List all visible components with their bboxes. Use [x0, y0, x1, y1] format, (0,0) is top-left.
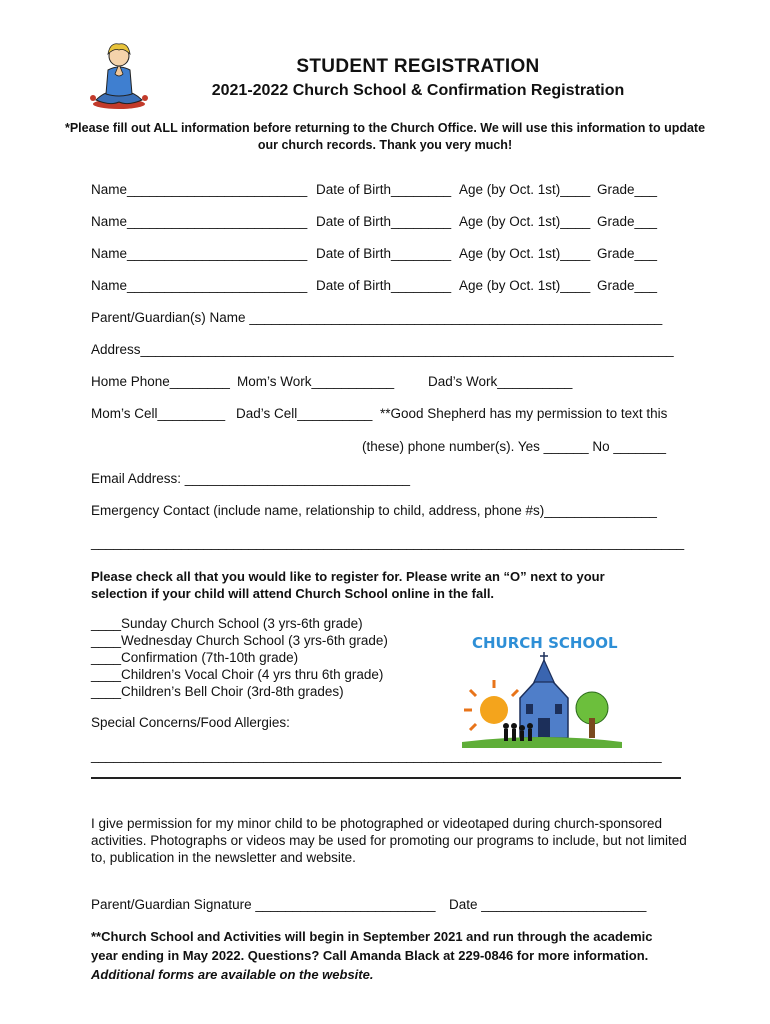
student-age-field[interactable]: Age (by Oct. 1st)____: [459, 278, 591, 293]
student-name-field[interactable]: Name________________________: [91, 278, 308, 293]
program-instructions: Please check all that you would like to register for. Please write an “O” next to your selection if your child will attend Church School online in the fall.: [91, 569, 605, 601]
form-subtitle: 2021-2022 Church School & Confirmation Registration: [211, 82, 625, 99]
text-permission-label: **Good Shepherd has my permission to text this: [380, 406, 668, 421]
date-field[interactable]: Date ______________________: [449, 897, 647, 912]
instructions-note: *Please fill out ALL information before returning to the Church Office. We will use this information to update our church records. Thank you very much!: [64, 121, 706, 152]
student-dob-field[interactable]: Date of Birth________: [316, 278, 452, 293]
student-grade-field[interactable]: Grade___: [597, 214, 658, 229]
special-concerns-label: Special Concerns/Food Allergies:: [91, 715, 290, 730]
dads-work-field[interactable]: Dad’s Work__________: [428, 374, 573, 389]
dads-cell-field[interactable]: Dad’s Cell__________: [236, 406, 373, 421]
student-name-field[interactable]: Name________________________: [91, 246, 308, 261]
student-dob-field[interactable]: Date of Birth________: [316, 214, 452, 229]
emergency-contact-field[interactable]: Emergency Contact (include name, relationship to child, address, phone #s)_______________: [91, 503, 657, 518]
student-name-field[interactable]: Name________________________: [91, 182, 308, 197]
student-age-field[interactable]: Age (by Oct. 1st)____: [459, 246, 591, 261]
program-item[interactable]: ____Children’s Bell Choir (3rd-8th grades): [91, 684, 344, 699]
section-divider: [91, 777, 681, 779]
footer-note: [91, 927, 681, 984]
guardian-name-field[interactable]: Parent/Guardian(s) Name _______________________________________________________: [91, 310, 663, 325]
tree-icon: [576, 692, 608, 738]
footer-italic-text: Additional forms are available on the website.: [91, 967, 374, 982]
program-item[interactable]: ____Confirmation (7th-10th grade): [91, 650, 299, 665]
email-field[interactable]: Email Address: ______________________________: [91, 471, 411, 486]
moms-cell-field[interactable]: Mom’s Cell_________: [91, 406, 226, 421]
form-title: STUDENT REGISTRATION: [296, 56, 540, 77]
student-grade-field[interactable]: Grade___: [597, 278, 658, 293]
student-grade-field[interactable]: Grade___: [597, 246, 658, 261]
student-name-field[interactable]: Name________________________: [91, 214, 308, 229]
photo-permission-text: I give permission for my minor child to be photographed or videotaped during church-sponsored activities. Photographs or videos may be used for promoting our programs to include, but not limited to, publication in the newsletter and website.: [91, 816, 687, 865]
student-dob-field[interactable]: Date of Birth________: [316, 182, 452, 197]
address-field[interactable]: Address_______________________________________________________________________: [91, 342, 674, 357]
program-item[interactable]: ____Sunday Church School (3 yrs-6th grade): [91, 616, 363, 631]
text-permission-yes-no[interactable]: (these) phone number(s). Yes ______ No _______: [362, 439, 666, 454]
church-school-logo: [462, 630, 622, 748]
emergency-contact-line[interactable]: _______________________________________________________________________________: [91, 535, 685, 550]
program-item[interactable]: ____Children’s Vocal Choir (4 yrs thru 6th grade): [91, 667, 384, 682]
program-item[interactable]: ____Wednesday Church School (3 yrs-6th grade): [91, 633, 388, 648]
sun-icon: [464, 680, 518, 730]
signature-field[interactable]: Parent/Guardian Signature ________________________: [91, 897, 436, 912]
home-phone-field[interactable]: Home Phone________: [91, 374, 230, 389]
church-school-logo-text: CHURCH SCHOOL: [472, 634, 618, 652]
special-concerns-line[interactable]: ____________________________________________________________________________: [91, 748, 662, 763]
student-age-field[interactable]: Age (by Oct. 1st)____: [459, 182, 591, 197]
moms-work-field[interactable]: Mom’s Work___________: [237, 374, 395, 389]
student-dob-field[interactable]: Date of Birth________: [316, 246, 452, 261]
student-grade-field[interactable]: Grade___: [597, 182, 658, 197]
student-age-field[interactable]: Age (by Oct. 1st)____: [459, 214, 591, 229]
footer-text: **Church School and Activities will begin in September 2021 and run through the academic year ending in May 2022. Questions? Call Amanda Black at 229-0846 for more information.: [91, 929, 653, 963]
